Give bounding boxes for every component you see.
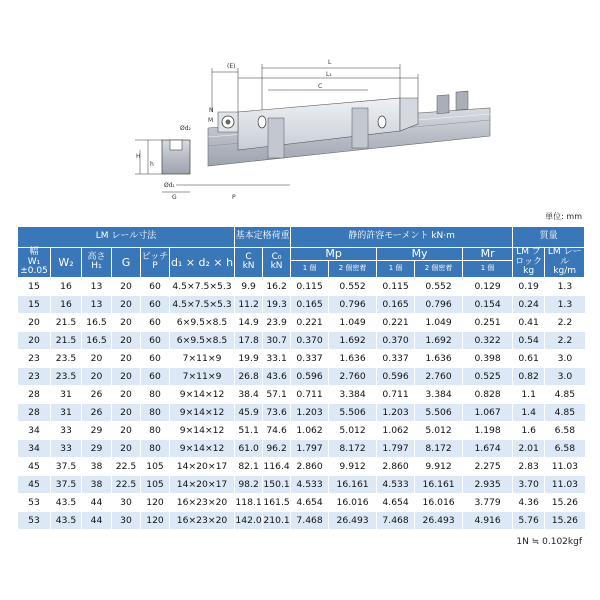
header-p-top: ピッチ: [141, 251, 169, 262]
header-c0: [263, 248, 291, 278]
cell-mp-two: 16.161: [329, 475, 377, 493]
cell-w2: 43.5: [51, 493, 82, 511]
table-row: [18, 493, 585, 511]
cell-g: 22.5: [112, 475, 141, 493]
label-n: N: [209, 107, 214, 114]
cell-h1: 38: [82, 475, 112, 493]
cell-mr-one: 1.198: [463, 421, 513, 439]
cell-h1: 16.5: [82, 313, 112, 331]
table-row: [18, 331, 585, 349]
header-c0-bot: kN: [270, 261, 283, 272]
cell-mp-two: 5.012: [329, 421, 377, 439]
cell-mp-one: 2.860: [291, 457, 329, 475]
cell-p: 80: [141, 439, 170, 457]
cell-w1: 28: [18, 403, 51, 421]
cell-d1-d2-h: 14×20×17: [170, 475, 235, 493]
cell-w2: 21.5: [51, 331, 82, 349]
cell-my-one: 1.797: [377, 439, 415, 457]
cell-lm-block-kg: 0.61: [513, 349, 545, 367]
cell-d1-d2-h: 9×14×12: [170, 403, 235, 421]
cell-mr-one: 4.916: [463, 511, 513, 529]
cell-my-one: 0.711: [377, 385, 415, 403]
cell-h1: 38: [82, 457, 112, 475]
cell-g: 20: [112, 313, 141, 331]
header-p-bot: P: [152, 261, 158, 272]
cell-d1-d2-h: 14×20×17: [170, 457, 235, 475]
cell-mp-two: 3.384: [329, 385, 377, 403]
cell-mp-two: 1.636: [329, 349, 377, 367]
header-w1-tol: ±0.05: [20, 265, 48, 276]
lm-guide-drawing: [0, 0, 600, 215]
cell-my-two: 0.796: [415, 295, 463, 313]
table-row: [18, 403, 585, 421]
table-row: [18, 457, 585, 475]
spec-table-body: [18, 277, 585, 529]
cell-lm-rail-kgm: 3.0: [545, 349, 585, 367]
cell-mp-two: 9.912: [329, 457, 377, 475]
cell-my-one: 7.468: [377, 511, 415, 529]
cell-my-two: 26.493: [415, 511, 463, 529]
table-row: [18, 313, 585, 331]
table-row: [18, 385, 585, 403]
cell-w1: 15: [18, 277, 51, 295]
cell-my-one: 1.203: [377, 403, 415, 421]
header-lm-rail-unit: kg/m: [553, 265, 576, 276]
cell-c0: 150.1: [263, 475, 291, 493]
header-h1: [82, 248, 112, 278]
cell-c0: 23.9: [263, 313, 291, 331]
header-mp-one: 1 個: [291, 260, 329, 277]
cell-mr-one: 0.129: [463, 277, 513, 295]
cell-w2: 31: [51, 403, 82, 421]
header-lm-block: [513, 248, 545, 278]
cell-mp-one: 4.654: [291, 493, 329, 511]
cell-mp-two: 16.016: [329, 493, 377, 511]
cell-c: 17.8: [235, 331, 263, 349]
cell-c: 38.4: [235, 385, 263, 403]
cell-d1-d2-h: 6×9.5×8.5: [170, 331, 235, 349]
cell-c: 51.1: [235, 421, 263, 439]
label-m: M: [208, 117, 214, 124]
unit-label: 単位: mm: [545, 212, 582, 221]
cell-w2: 43.5: [51, 511, 82, 529]
cell-lm-rail-kgm: 11.03: [545, 457, 585, 475]
header-moment: 静的許容モーメント kN·m: [291, 227, 513, 248]
rail-section-view: [135, 140, 190, 192]
cell-h1: 44: [82, 493, 112, 511]
header-mr: Mr: [463, 248, 513, 261]
cell-lm-block-kg: 0.24: [513, 295, 545, 313]
cell-w2: 16: [51, 277, 82, 295]
cell-d1-d2-h: 7×11×9: [170, 367, 235, 385]
cell-w2: 31: [51, 385, 82, 403]
cell-g: 20: [112, 349, 141, 367]
header-lm-rail: [545, 248, 585, 278]
header-my: My: [377, 248, 463, 261]
cell-w2: 37.5: [51, 457, 82, 475]
table-row: [18, 349, 585, 367]
cell-w2: 33: [51, 421, 82, 439]
cell-c0: 96.2: [263, 439, 291, 457]
cell-lm-block-kg: 2.01: [513, 439, 545, 457]
cell-d1-d2-h: 7×11×9: [170, 349, 235, 367]
cell-lm-block-kg: 4.36: [513, 493, 545, 511]
cell-mp-two: 26.493: [329, 511, 377, 529]
cell-lm-rail-kgm: 4.85: [545, 385, 585, 403]
cell-h1: 26: [82, 385, 112, 403]
cell-p: 105: [141, 475, 170, 493]
cell-mr-one: 0.398: [463, 349, 513, 367]
header-mass: 質量: [513, 227, 585, 248]
cell-mp-two: 0.796: [329, 295, 377, 313]
cell-g: 22.5: [112, 457, 141, 475]
cell-c0: 210.1: [263, 511, 291, 529]
header-p: [141, 248, 170, 278]
header-w1: [18, 248, 51, 278]
cell-w1: 53: [18, 511, 51, 529]
label-p: P: [232, 194, 236, 201]
cell-c: 19.9: [235, 349, 263, 367]
header-mp: Mp: [291, 248, 377, 261]
cell-lm-rail-kgm: 2.2: [545, 331, 585, 349]
cell-lm-rail-kgm: 15.26: [545, 511, 585, 529]
header-mr-one: 1 個: [463, 260, 513, 277]
cell-p: 60: [141, 349, 170, 367]
table-row: [18, 511, 585, 529]
cell-mr-one: 0.251: [463, 313, 513, 331]
cell-mp-one: 1.797: [291, 439, 329, 457]
cell-h1: 26: [82, 403, 112, 421]
cell-g: 30: [112, 493, 141, 511]
cell-lm-rail-kgm: 2.2: [545, 313, 585, 331]
header-rating: 基本定格荷重: [235, 227, 291, 248]
cell-d1-d2-h: 6×9.5×8.5: [170, 313, 235, 331]
header-lm-rail-top: LM レール: [547, 247, 582, 267]
cell-my-two: 0.552: [415, 277, 463, 295]
cell-h1: 29: [82, 439, 112, 457]
header-w1-top: 幅: [29, 247, 39, 258]
cell-g: 20: [112, 385, 141, 403]
cell-my-one: 0.221: [377, 313, 415, 331]
cell-h1: 20: [82, 367, 112, 385]
cell-w1: 15: [18, 295, 51, 313]
cell-lm-rail-kgm: 1.3: [545, 277, 585, 295]
cell-g: 30: [112, 511, 141, 529]
cell-d1-d2-h: 9×14×12: [170, 439, 235, 457]
cell-p: 105: [141, 457, 170, 475]
label-h-small: h: [150, 161, 154, 168]
cell-my-two: 9.912: [415, 457, 463, 475]
cell-lm-block-kg: 0.54: [513, 331, 545, 349]
cell-p: 120: [141, 511, 170, 529]
cell-mp-one: 0.711: [291, 385, 329, 403]
cell-my-two: 3.384: [415, 385, 463, 403]
table-row: [18, 421, 585, 439]
cell-lm-block-kg: 2.83: [513, 457, 545, 475]
cell-mp-two: 1.692: [329, 331, 377, 349]
cell-c: 11.2: [235, 295, 263, 313]
label-e: (E): [227, 63, 236, 70]
cell-mp-one: 0.221: [291, 313, 329, 331]
cell-g: 20: [112, 331, 141, 349]
cell-lm-rail-kgm: 6.58: [545, 421, 585, 439]
table-row: [18, 277, 585, 295]
cell-mr-one: 2.935: [463, 475, 513, 493]
header-c-bot: kN: [242, 261, 255, 272]
label-h: H: [136, 153, 141, 160]
cell-d1-d2-h: 9×14×12: [170, 385, 235, 403]
cell-c0: 74.6: [263, 421, 291, 439]
header-my-two: 2 個密着: [415, 260, 463, 277]
cell-p: 80: [141, 385, 170, 403]
cell-my-two: 1.692: [415, 331, 463, 349]
cell-mp-two: 8.172: [329, 439, 377, 457]
cell-p: 60: [141, 331, 170, 349]
label-c: C: [318, 83, 323, 90]
header-c0-top: C₀: [271, 251, 282, 262]
cell-h1: 29: [82, 421, 112, 439]
header-w1-mid: W₁: [27, 256, 41, 267]
cell-p: 60: [141, 313, 170, 331]
cell-mp-two: 5.506: [329, 403, 377, 421]
label-l: L: [328, 59, 332, 66]
cell-p: 80: [141, 421, 170, 439]
cell-g: 20: [112, 277, 141, 295]
cell-mr-one: 0.828: [463, 385, 513, 403]
cell-w2: 21.5: [51, 313, 82, 331]
cell-c: 61.0: [235, 439, 263, 457]
cell-my-two: 1.049: [415, 313, 463, 331]
cell-lm-rail-kgm: 3.0: [545, 367, 585, 385]
header-c: [235, 248, 263, 278]
cell-h1: 20: [82, 349, 112, 367]
cell-w1: 28: [18, 385, 51, 403]
cell-mp-one: 7.468: [291, 511, 329, 529]
cell-c0: 73.6: [263, 403, 291, 421]
cell-c: 82.1: [235, 457, 263, 475]
header-c-top: C: [245, 251, 252, 262]
cell-p: 120: [141, 493, 170, 511]
spec-table: [17, 226, 585, 530]
cell-mp-one: 1.062: [291, 421, 329, 439]
cell-w1: 45: [18, 475, 51, 493]
cell-g: 20: [112, 439, 141, 457]
header-my-one: 1 個: [377, 260, 415, 277]
header-w2: W₂: [51, 248, 82, 278]
cell-mp-two: 0.552: [329, 277, 377, 295]
cell-my-one: 4.654: [377, 493, 415, 511]
cell-lm-rail-kgm: 4.85: [545, 403, 585, 421]
cell-g: 20: [112, 403, 141, 421]
header-mp-two: 2 個密着: [329, 260, 377, 277]
cell-lm-block-kg: 5.76: [513, 511, 545, 529]
cell-mp-two: 2.760: [329, 367, 377, 385]
cell-lm-block-kg: 3.70: [513, 475, 545, 493]
cell-my-two: 5.012: [415, 421, 463, 439]
cell-w2: 23.5: [51, 349, 82, 367]
cell-w2: 16: [51, 295, 82, 313]
cell-mp-one: 0.337: [291, 349, 329, 367]
cell-g: 20: [112, 421, 141, 439]
cell-my-one: 2.860: [377, 457, 415, 475]
cell-c: 14.9: [235, 313, 263, 331]
cell-mp-one: 0.165: [291, 295, 329, 313]
header-h1-bot: H₁: [91, 261, 102, 272]
cell-g: 20: [112, 295, 141, 313]
cell-mr-one: 1.674: [463, 439, 513, 457]
cell-mr-one: 0.322: [463, 331, 513, 349]
cell-my-one: 1.062: [377, 421, 415, 439]
cell-mr-one: 2.275: [463, 457, 513, 475]
cell-c0: 33.1: [263, 349, 291, 367]
cell-my-two: 2.760: [415, 367, 463, 385]
header-h1-top: 高さ: [87, 251, 106, 262]
cell-d1-d2-h: 16×23×20: [170, 511, 235, 529]
cell-c: 98.2: [235, 475, 263, 493]
cell-lm-rail-kgm: 1.3: [545, 295, 585, 313]
cell-mp-one: 1.203: [291, 403, 329, 421]
cell-w1: 23: [18, 367, 51, 385]
cell-lm-block-kg: 1.1: [513, 385, 545, 403]
cell-mp-one: 0.596: [291, 367, 329, 385]
cell-w1: 53: [18, 493, 51, 511]
cell-my-one: 0.165: [377, 295, 415, 313]
cell-my-two: 8.172: [415, 439, 463, 457]
header-g: G: [112, 248, 141, 278]
cell-c0: 116.4: [263, 457, 291, 475]
cell-lm-rail-kgm: 6.58: [545, 439, 585, 457]
header-lm-block-top: LM ブロック: [515, 247, 543, 267]
cell-p: 60: [141, 277, 170, 295]
cell-c0: 161.5: [263, 493, 291, 511]
table-row: [18, 475, 585, 493]
cell-my-one: 4.533: [377, 475, 415, 493]
cell-mr-one: 1.067: [463, 403, 513, 421]
header-lm-block-unit: kg: [523, 265, 535, 276]
cell-mp-one: 0.370: [291, 331, 329, 349]
cell-my-one: 0.596: [377, 367, 415, 385]
cell-c0: 43.6: [263, 367, 291, 385]
cell-d1-d2-h: 4.5×7.5×5.3: [170, 277, 235, 295]
cell-c: 45.9: [235, 403, 263, 421]
cell-c0: 57.1: [263, 385, 291, 403]
cell-my-two: 5.506: [415, 403, 463, 421]
cell-mr-one: 0.154: [463, 295, 513, 313]
cell-c: 118.1: [235, 493, 263, 511]
table-row: [18, 295, 585, 313]
cell-g: 20: [112, 367, 141, 385]
cell-lm-block-kg: 1.4: [513, 403, 545, 421]
cell-my-two: 16.161: [415, 475, 463, 493]
cell-w1: 20: [18, 331, 51, 349]
cell-my-one: 0.337: [377, 349, 415, 367]
label-d2: Ød₂: [180, 125, 191, 132]
cell-c0: 19.3: [263, 295, 291, 313]
cell-p: 60: [141, 295, 170, 313]
cell-my-one: 0.115: [377, 277, 415, 295]
cell-c0: 30.7: [263, 331, 291, 349]
header-rail: LM レール寸法: [18, 227, 235, 248]
cell-h1: 13: [82, 295, 112, 313]
cell-lm-rail-kgm: 11.03: [545, 475, 585, 493]
cell-c: 9.9: [235, 277, 263, 295]
cell-h1: 13: [82, 277, 112, 295]
cell-my-one: 0.370: [377, 331, 415, 349]
table-row: [18, 367, 585, 385]
cell-mp-one: 0.115: [291, 277, 329, 295]
label-g: G: [172, 194, 177, 201]
cell-p: 80: [141, 403, 170, 421]
label-l1: L₁: [326, 71, 332, 78]
cell-mr-one: 0.525: [463, 367, 513, 385]
cell-w2: 37.5: [51, 475, 82, 493]
cell-c: 26.8: [235, 367, 263, 385]
cell-w1: 23: [18, 349, 51, 367]
cell-w1: 45: [18, 457, 51, 475]
cell-h1: 44: [82, 511, 112, 529]
cell-c0: 16.2: [263, 277, 291, 295]
cell-w2: 33: [51, 439, 82, 457]
cell-my-two: 1.636: [415, 349, 463, 367]
cell-d1-d2-h: 9×14×12: [170, 421, 235, 439]
cell-lm-block-kg: 0.82: [513, 367, 545, 385]
cell-h1: 16.5: [82, 331, 112, 349]
table-row: [18, 439, 585, 457]
cell-w1: 34: [18, 421, 51, 439]
cell-c: 142.0: [235, 511, 263, 529]
cell-my-two: 16.016: [415, 493, 463, 511]
label-d1: Ød₁: [164, 182, 175, 189]
cell-mp-two: 1.049: [329, 313, 377, 331]
cell-w2: 23.5: [51, 367, 82, 385]
cell-lm-rail-kgm: 15.26: [545, 493, 585, 511]
cell-w1: 34: [18, 439, 51, 457]
cell-mp-one: 4.533: [291, 475, 329, 493]
cell-w1: 20: [18, 313, 51, 331]
cell-lm-block-kg: 1.6: [513, 421, 545, 439]
cell-mr-one: 3.779: [463, 493, 513, 511]
cell-lm-block-kg: 0.41: [513, 313, 545, 331]
header-d: d₁ × d₂ × h: [170, 248, 235, 278]
footnote: 1N ≒ 0.102kgf: [516, 537, 582, 547]
cell-p: 60: [141, 367, 170, 385]
cell-d1-d2-h: 4.5×7.5×5.3: [170, 295, 235, 313]
cell-d1-d2-h: 16×23×20: [170, 493, 235, 511]
cell-lm-block-kg: 0.19: [513, 277, 545, 295]
